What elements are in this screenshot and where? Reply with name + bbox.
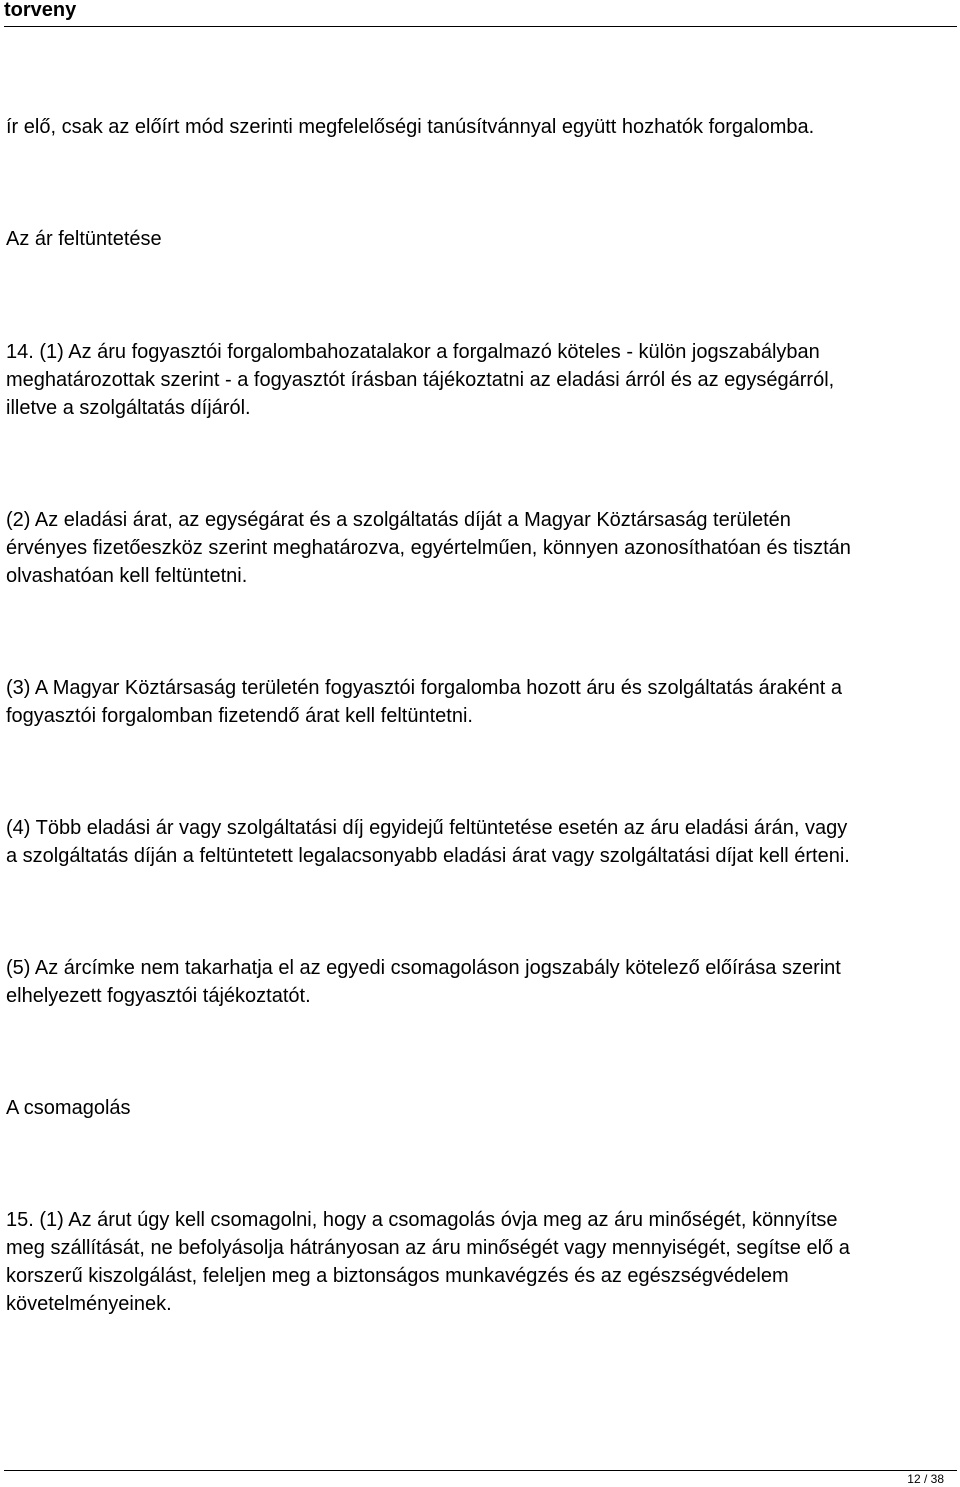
text-line: követelményeinek. (6, 1293, 172, 1315)
document-title: torveny (4, 0, 77, 21)
text-line: elhelyezett fogyasztói tájékoztatót. (6, 985, 311, 1007)
paragraph-section-15-1 (6, 1206, 956, 1318)
text-line: meghatározottak szerint - a fogyasztót írásban tájékoztatni az eladási árról és az egységárról, (6, 369, 835, 391)
page-number: 12 / 38 (907, 1472, 944, 1486)
paragraph-section-14-2 (6, 506, 956, 590)
text-line: (3) A Magyar Köztársaság területén fogyasztói forgalomba hozott áru és szolgáltatás áraként a (6, 677, 843, 699)
footer-divider (4, 1470, 957, 1471)
text-line: olvashatóan kell feltüntetni. (6, 565, 248, 587)
text-line: fogyasztói forgalomban fizetendő árat kell feltüntetni. (6, 705, 473, 727)
text-line: meg szállítását, ne befolyásolja hátrányosan az áru minőségét vagy mennyiségét, segítse elő a (6, 1237, 850, 1259)
text-line: korszerű kiszolgálást, feleljen meg a biztonságos munkavégzés és az egészségvédelem (6, 1265, 789, 1287)
header-divider (4, 26, 957, 27)
text-line: (2) Az eladási árat, az egységárat és a szolgáltatás díját a Magyar Köztársaság területén (6, 509, 791, 531)
paragraph-section-14-4 (6, 814, 956, 870)
text-line: (5) Az árcímke nem takarhatja el az egyedi csomagoláson jogszabály kötelező előírása szerint (6, 957, 841, 979)
text-line: Az ár feltüntetése (6, 228, 162, 250)
text-line: 15. (1) Az árut úgy kell csomagolni, hogy a csomagolás óvja meg az áru minőségét, könnyítse (6, 1209, 838, 1231)
section-heading-price-display (6, 225, 956, 253)
text-line: 14. (1) Az áru fogyasztói forgalombahozatalakor a forgalmazó köteles - külön jogszabályban (6, 341, 820, 363)
text-line: (4) Több eladási ár vagy szolgáltatási díj egyidejű feltüntetése esetén az áru eladási árán, vagy (6, 817, 848, 839)
paragraph-section-14-5 (6, 954, 956, 1010)
paragraph-section-14-3 (6, 674, 956, 730)
section-heading-packaging (6, 1094, 956, 1122)
text-line: A csomagolás (6, 1097, 131, 1119)
text-line: érvényes fizetőeszköz szerint meghatározva, egyértelműen, könnyen azonosíthatóan és tisztán (6, 537, 851, 559)
paragraph-section-14-1 (6, 338, 956, 422)
paragraph-continuation (6, 113, 956, 141)
text-line: ír elő, csak az előírt mód szerinti megfelelőségi tanúsítvánnyal együtt hozhatók forgalomba. (6, 116, 815, 138)
text-line: illetve a szolgáltatás díjáról. (6, 397, 251, 419)
text-line: a szolgáltatás díján a feltüntetett legalacsonyabb eladási árat vagy szolgáltatási díjat kell érteni. (6, 845, 850, 867)
